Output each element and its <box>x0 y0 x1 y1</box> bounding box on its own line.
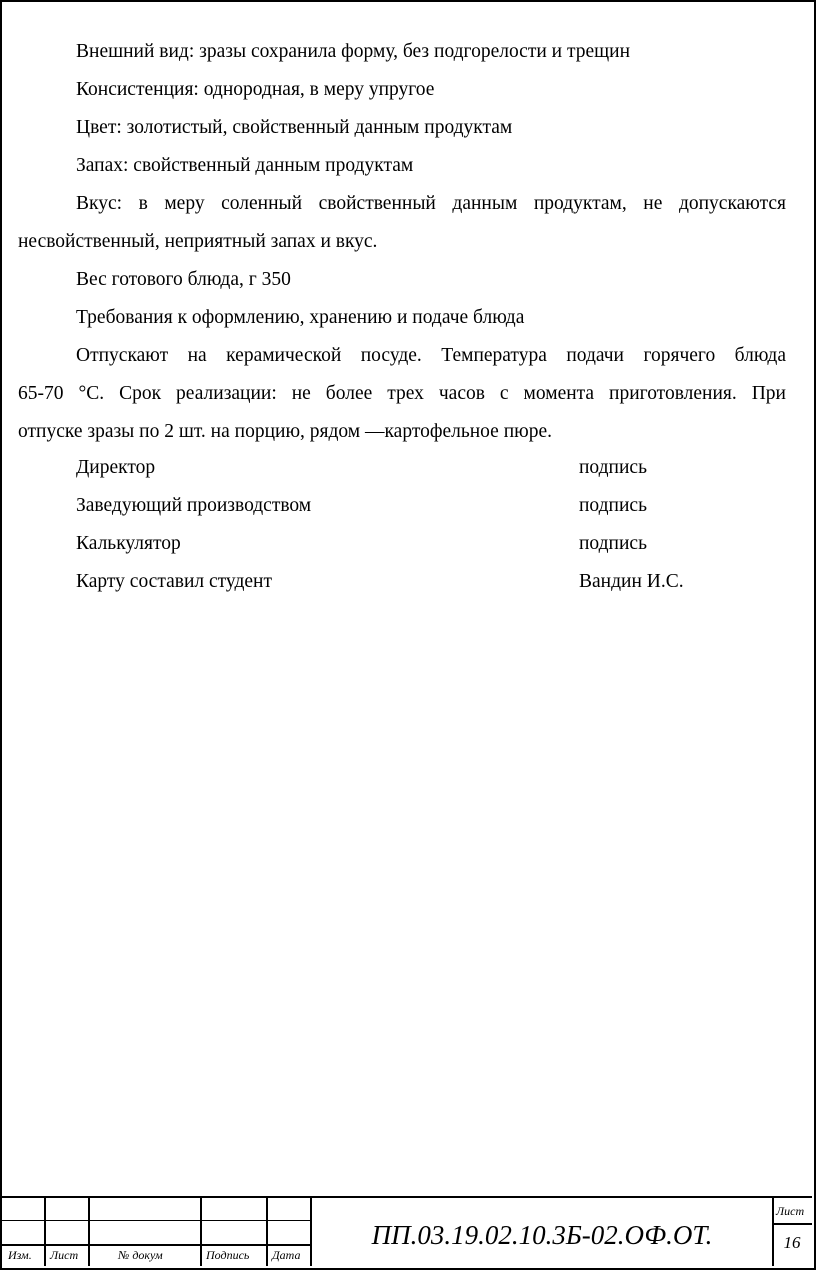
serving-text-line1: Отпускают на керамической посуде. Температура подачи горячего блюда <box>76 345 786 366</box>
consistency-text: Консистенция: однородная, в меру упругое <box>76 79 435 100</box>
smell-text: Запах: свойственный данным продуктам <box>76 155 414 176</box>
sheet-number: 16 <box>783 1233 801 1252</box>
stamp-col-divider <box>266 1196 268 1266</box>
stamp-col-doc: № докум <box>118 1248 163 1262</box>
signature-role: Калькулятор <box>76 533 181 554</box>
stamp-col-date: Дата <box>272 1248 301 1262</box>
signature-value: подпись <box>579 457 647 478</box>
signature-value: подпись <box>579 533 647 554</box>
taste-text-line1: Вкус: в меру соленный свойственный данным продуктам, не допускаются <box>76 193 786 214</box>
signature-role: Карту составил студент <box>76 571 272 592</box>
weight-text: Вес готового блюда, г 350 <box>76 269 291 290</box>
stamp-top-border <box>0 1196 812 1198</box>
stamp-col-sheet: Лист <box>50 1248 79 1262</box>
signature-value: подпись <box>579 495 647 516</box>
serving-text-line2: 65-70 °С. Срок реализации: не более трех часов с момента приготовления. При <box>18 383 786 404</box>
document-code: ПП.03.19.02.10.3Б-02.ОФ.ОТ. <box>371 1220 713 1250</box>
sheet-label: Лист <box>776 1204 805 1218</box>
appearance-text: Внешний вид: зразы сохранила форму, без подгорелости и трещин <box>76 41 631 62</box>
signature-value: Вандин И.С. <box>579 571 684 592</box>
stamp-col-divider <box>44 1196 46 1266</box>
stamp-col-sign: Подпись <box>206 1248 250 1262</box>
signature-role: Заведующий производством <box>76 495 312 516</box>
requirements-heading: Требования к оформлению, хранению и подаче блюда <box>76 307 525 328</box>
signature-role: Директор <box>76 457 156 478</box>
stamp-col-divider <box>88 1196 90 1266</box>
stamp-col-divider <box>772 1196 774 1266</box>
sheet-cell-divider <box>772 1223 812 1225</box>
serving-text-line3: отпуске зразы по 2 шт. на порцию, рядом —картофельное пюре. <box>18 421 552 442</box>
taste-text-line2: несвойственный, неприятный запах и вкус. <box>18 231 378 252</box>
color-text: Цвет: золотистый, свойственный данным продуктам <box>76 117 513 138</box>
stamp-col-change: Изм. <box>8 1248 32 1262</box>
stamp-col-divider <box>200 1196 202 1266</box>
